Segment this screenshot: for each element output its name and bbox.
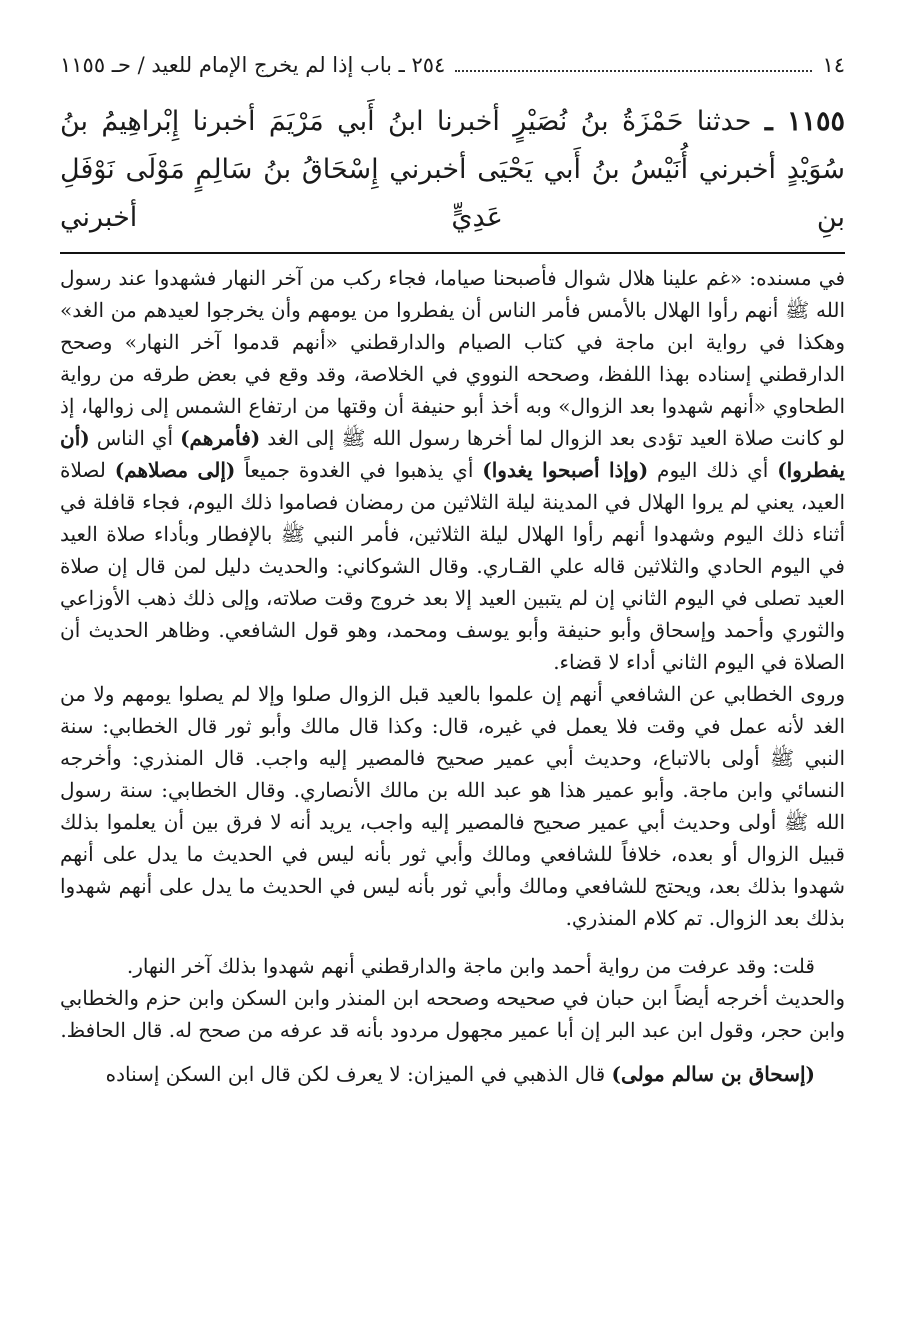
hadith-line-2: أخبرني أُنَيْسُ بنُ أَبي يَحْيَى أخبرني إِسْحَاقُ بنُ سَالِمٍ مَوْلَى نَوْفَلِ بنِ عَدِيٍّ أخبرني [60, 154, 845, 233]
commentary-text: أي يذهبوا في الغدوة جميعاً [235, 458, 483, 482]
narrator-note-text: قال الذهبي في الميزان: لا يعرف لكن قال ابن السكن إسناده [105, 1062, 612, 1086]
hadith-line-1: حدثنا حَمْزَةُ بنُ نُصَيْرٍ أخبرنا ابنُ أَبي مَرْيَمَ أخبرنا إِبْراهِيمُ بنُ سُوَيْدٍ [60, 106, 845, 185]
separator-rule [60, 252, 845, 254]
bold-term: (وإذا أصبحوا يغدوا) [482, 458, 649, 482]
commentary-paragraph-2: وروى الخطابي عن الشافعي أنهم إن علموا بالعيد قبل الزوال صلوا وإلا لم يصلوا يومهم ولا من الغد لأنه عمل في وقت فلا يعمل في غيره، قال: وكذا قال مالك وأبو ثور قال الخطابي: سنة النبي ﷺ أولى بالاتباع، وحديث أبي عمير صحيح فالمصير إليه واجب. قال المنذري: وأخرجه النسائي وابن ماجة. وأبو عمير هذا هو عبد الله بن مالك الأنصاري. وقال الخطابي: سنة رسول الله ﷺ أولى وحديث أبي عمير صحيح فالمصير إليه واجب، يريد أنه لا فرق بين أن يعلموا بذلك قبيل الزوال أو بعده، خلافاً للشافعي ومالك وأبي ثور بأنه ليس في الحديث ما يدل على أنهم شهدوا بذلك بعد، ويحتج للشافعي ومالك وأبي ثور بأنه ليس في الحديث ما يدل على أنهم شهدوا بذلك بعد الزوال. تم كلام المنذري. [60, 682, 845, 930]
page-number: ١٤ [822, 53, 845, 77]
hadith-text [60, 98, 845, 242]
commentary-text: لصلاة العيد، يعني لم يروا الهلال في المدينة ليلة الثلاثين من رمضان فصاموا ذلك اليوم، فجاء قافلة في أثناء ذلك اليوم وشهدوا أنهم رأوا الهلال ليلة الثلاثين، فأمر النبي ﷺ بالإفطار وبأداء صلاة العيد في اليوم الحادي والثلاثين قاله علي القـاري. وقال الشوكاني: والحديث دليل لمن قال إن صلاة العيد تصلى في اليوم الثاني إن لم يتبين العيد إلا بعد خروج وقت صلاته، وإلى ذلك ذهب الأوزاعي والثوري وأحمد وإسحاق وأبو حنيفة وأبو يوسف ومحمد، وهو قول الشافعي. وظاهر الحديث أن الصلاة في اليوم الثاني أداء لا قضاء. [60, 458, 845, 674]
author-note-paragraph-2: والحديث أخرجه أيضاً ابن حبان في صحيحه وصححه ابن المنذر وابن السكن وابن حزم والخطابي وابن حجر، وقول ابن عبد البر إن أبا عمير مجهول مردود بأنه قد عرفه من صحح له. قال الحافظ. [60, 986, 845, 1042]
header-dotted-leader [455, 52, 812, 72]
bold-term: (فأمرهم) [180, 426, 261, 450]
commentary-text: أي الناس [89, 426, 181, 450]
narrator-note [60, 1058, 845, 1090]
book-page [60, 48, 845, 1090]
header-title: ٢٥٤ ـ باب إذا لم يخرج الإمام للعيد / حـ ١١٥٥ [60, 53, 446, 77]
commentary-text: في مسنده: «غم علينا هلال شوال فأصبحنا صياما، فجاء ركب من آخر النهار فشهدوا عند رسول الله ﷺ أنهم رأوا الهلال بالأمس فأمر الناس أن يفطروا من يومهم وأن يخرجوا لعيدهم من الغد» وهكذا في رواية ابن ماجة في كتاب الصيام والدارقطني «أنهم قدموا آخر النهار» وصحح الدارقطني إسناده بهذا اللفظ، وصححه النووي في الخلاصة، وقد وقع في بعض طرقه من رواية الطحاوي «أنهم شهدوا بعد الزوال» وبه أخذ أبو حنيفة أن وقتها من ارتفاع الشمس إلى زوالها، إذ لو كانت صلاة العيد تؤدى بعد الزوال لما أخرها رسول الله ﷺ إلى الغد [60, 266, 846, 450]
bold-term: (إلى مصلاهم) [114, 458, 236, 482]
commentary-text: أي ذلك اليوم [648, 458, 778, 482]
narrator-name: (إسحاق بن سالم مولى) [611, 1062, 815, 1086]
commentary [60, 262, 845, 934]
hadith-number: ١١٥٥ ـ [764, 106, 845, 137]
running-header [60, 48, 845, 82]
commentary-paragraph-1 [60, 262, 845, 678]
author-note [60, 950, 845, 1046]
bold-term: (أن يفطروا) [60, 426, 845, 482]
author-note-paragraph-1: قلت: وقد عرفت من رواية أحمد وابن ماجة والدارقطني أنهم شهدوا بذلك آخر النهار. [126, 954, 815, 978]
